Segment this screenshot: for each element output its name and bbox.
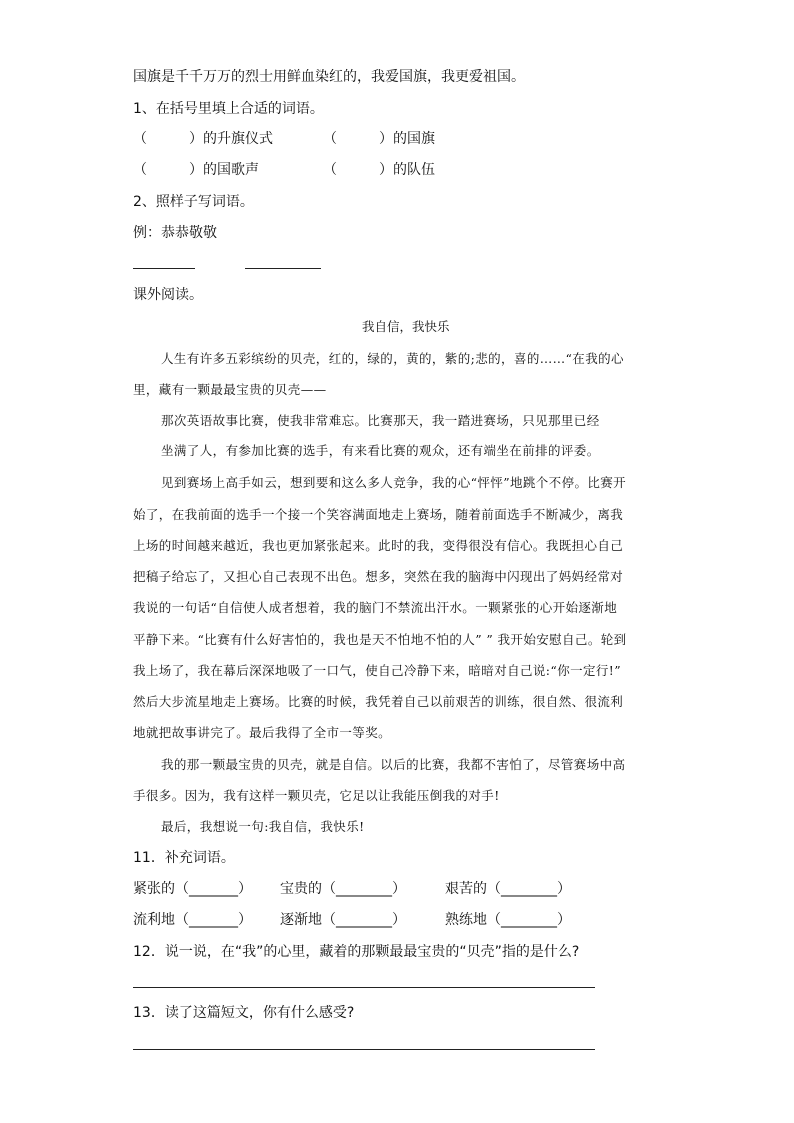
q2-answer-line-1[interactable] xyxy=(133,268,195,269)
q11-item: 熟练地（________） xyxy=(445,912,571,928)
passage-line: 人生有许多五彩缤纷的贝壳，红的，绿的，黄的，紫的;悲的，喜的……“在我的心 xyxy=(161,351,624,366)
q11-item: 逐渐地（________） xyxy=(280,912,406,928)
passage-line: 然后大步流星地走上赛场。比赛的时候，我凭着自己以前艰苦的训练，很自然、很流利 xyxy=(133,694,624,709)
q13-prompt: 13．读了这篇短文，你有什么感受? xyxy=(133,1005,355,1021)
q1-item: （ ）的队伍 xyxy=(323,162,435,178)
passage-line: 手很多。因为，我有这样一颗贝壳，它足以让我能压倒我的对手! xyxy=(133,788,500,803)
q1-item: （ ）的国歌声 xyxy=(133,162,259,178)
q2-answer-line-2[interactable] xyxy=(245,268,321,269)
q13-answer-line[interactable] xyxy=(133,1049,595,1050)
q2-example: 例：恭恭敬敬 xyxy=(133,225,217,241)
q1-item: （ ）的国旗 xyxy=(323,131,435,147)
passage-line: 那次英语故事比赛，使我非常难忘。比赛那天，我一踏进赛场，只见那里已经 xyxy=(161,413,600,428)
passage-line: 最后，我想说一句:我自信，我快乐! xyxy=(161,819,365,834)
passage-line: 我说的一句话“自信使人成者想着，我的脑门不禁流出汗水。一颗紧张的心开始逐渐地 xyxy=(133,600,618,615)
q12-answer-line[interactable] xyxy=(133,987,595,988)
passage-line: 平静下来。“比赛有什么好害怕的，我也是天不怕地不怕的人” ” 我开始安慰自己。轮到 xyxy=(133,632,627,647)
passage-line: 见到赛场上高手如云，想到要和这么多人竞争，我的心“怦怦”地跳个不停。比赛开 xyxy=(161,475,627,490)
passage-line: 里，藏有一颗最最宝贵的贝壳—— xyxy=(133,382,327,397)
q11-item: 宝贵的（________） xyxy=(280,881,406,897)
passage-line: 坐满了人，有参加比赛的选手，有来看比赛的观众，还有端坐在前排的评委。 xyxy=(161,443,600,458)
passage-line: 我的那一颗最宝贵的贝壳，就是自信。以后的比赛，我都不害怕了，尽管赛场中高 xyxy=(161,757,626,772)
q12-prompt: 12．说一说，在“我”的心里，藏着的那颗最最宝贵的“贝壳”指的是什么? xyxy=(133,944,580,960)
reading-label: 课外阅读。 xyxy=(133,287,203,303)
q11-item: 艰苦的（________） xyxy=(445,881,571,897)
passage-line: 把稿子给忘了，又担心自己表现不出色。想多，突然在我的脑海中闪现出了妈妈经常对 xyxy=(133,569,624,584)
passage-line: 我上场了，我在幕后深深地吸了一口气，使自己冷静下来，暗暗对自己说:“你一定行!” xyxy=(133,663,622,678)
q11-item: 紧张的（_______） xyxy=(133,881,252,897)
q2-prompt: 2、照样子写词语。 xyxy=(133,194,254,210)
q1-item: （ ）的升旗仪式 xyxy=(133,131,273,147)
intro-line: 国旗是千千万万的烈士用鲜血染红的，我爱国旗，我更爱祖国。 xyxy=(133,69,525,85)
q11-prompt: 11．补充词语。 xyxy=(133,850,235,866)
passage-line: 上场的时间越来越近，我也更加紧张起来。此时的我，变得很没有信心。我既担心自己 xyxy=(133,538,624,553)
q11-item: 流利地（_______） xyxy=(133,912,252,928)
q1-prompt: 1、在括号里填上合适的词语。 xyxy=(133,101,324,117)
passage-title: 我自信，我快乐 xyxy=(362,319,450,334)
passage-line: 地就把故事讲完了。最后我得了全市一等奖。 xyxy=(133,725,392,740)
passage-line: 始了，在我前面的选手一个接一个笑容满面地走上赛场，随着前面选手不断减少，离我 xyxy=(133,507,624,522)
